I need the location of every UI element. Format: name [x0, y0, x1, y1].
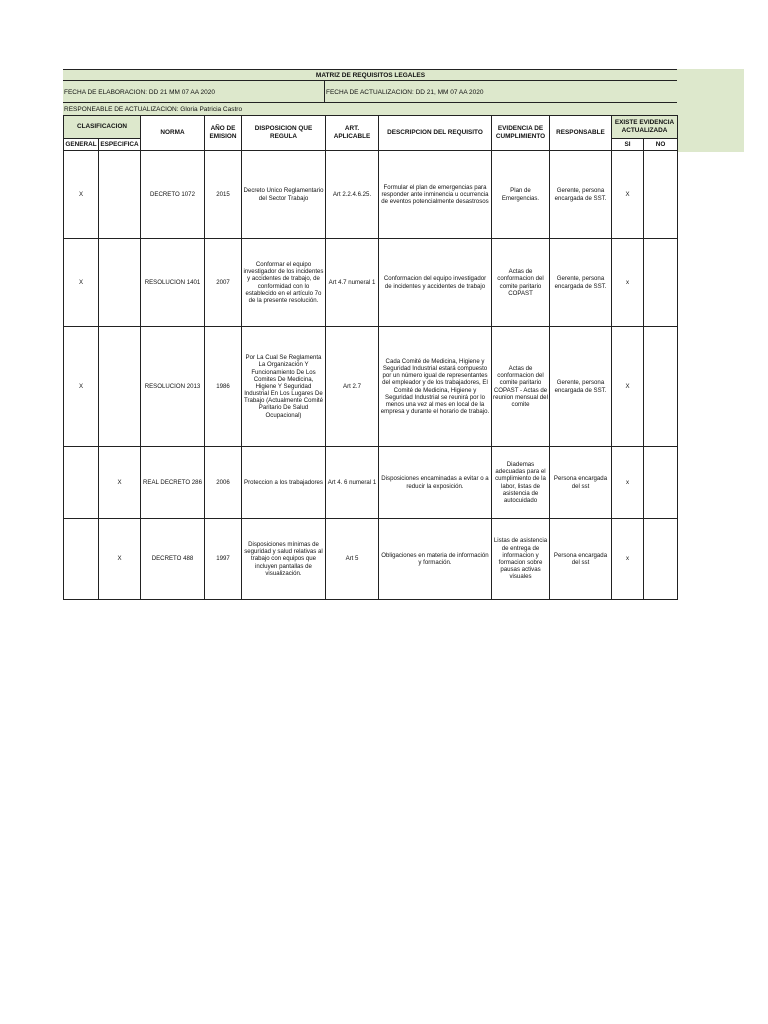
cell-norma: RESOLUCION 1401: [141, 239, 205, 327]
header-responsable: RESPONSABLE: [550, 116, 612, 151]
requirements-table: [63, 115, 678, 600]
cell-general: [64, 519, 99, 600]
cell-general: [64, 447, 99, 519]
fecha-elaboracion: FECHA DE ELABORACION: DD 21 MM 07 AA 2020: [63, 81, 325, 103]
cell-evidencia: Actas de conformacion del comite paritario COPAST - Actas de reunion mensual del comite: [492, 327, 550, 447]
cell-descripcion: Formular el plan de emergencias para responder ante inminencia u ocurrencia de eventos potencialmente desastrosos: [379, 151, 492, 239]
header-general: GENERAL: [64, 139, 99, 151]
cell-anio: 1997: [205, 519, 242, 600]
cell-disposicion: Proteccion a los trabajadores: [242, 447, 326, 519]
header-anio: AÑO DE EMISION: [205, 116, 242, 151]
cell-especifica: [99, 327, 141, 447]
table-row: [64, 239, 678, 327]
cell-descripcion: Disposiciones encaminadas a evitar o a reducir la exposición.: [379, 447, 492, 519]
header-si: SI: [612, 139, 644, 151]
cell-norma: DECRETO 1072: [141, 151, 205, 239]
cell-especifica: [99, 151, 141, 239]
header-disposicion: DISPOSICION QUE REGULA: [242, 116, 326, 151]
cell-especifica: [99, 239, 141, 327]
table-row: [64, 447, 678, 519]
cell-articulo: Art 2.2.4.6.25.: [326, 151, 379, 239]
cell-especifica: X: [99, 519, 141, 600]
cell-responsable: Persona encargada del sst: [550, 519, 612, 600]
header-descripcion: DESCRIPCION DEL REQUISITO: [379, 116, 492, 151]
cell-descripcion: Conformacion del equipo investigador de incidentes y accidentes de trabajo: [379, 239, 492, 327]
cell-evidencia: Diademas adecuadas para el cumplimiento de la labor, listas de asistencia de autocuidado: [492, 447, 550, 519]
header-especifica: ESPECIFICA: [99, 139, 141, 151]
cell-general: X: [64, 327, 99, 447]
cell-anio: 2007: [205, 239, 242, 327]
cell-descripcion: Obligaciones en materia de información y formación.: [379, 519, 492, 600]
cell-articulo: Art 4.7 numeral 1: [326, 239, 379, 327]
cell-articulo: Art 2.7: [326, 327, 379, 447]
header-clasificacion: CLASIFICACION: [64, 116, 141, 139]
cell-especifica: X: [99, 447, 141, 519]
header-norma: NORMA: [141, 116, 205, 151]
cell-si: X: [612, 151, 644, 239]
cell-disposicion: Por La Cual Se Reglamenta La Organización Y Funcionamiento De Los Comites De Medicina, Higiene Y Seguridad Industrial En Los Lugares De Trabajo (Actualmente Comité Paritario De Salud Ocupacional): [242, 327, 326, 447]
header-existe-evidencia: EXISTE EVIDENCIA ACTUALIZADA: [612, 116, 678, 139]
cell-responsable: Gerente, persona encargada de SST.: [550, 327, 612, 447]
header-evidencia: EVIDENCIA DE CUMPLIMIENTO: [492, 116, 550, 151]
fecha-actualizacion: FECHA DE ACTUALIZACION: DD 21, MM 07 AA 2020: [326, 88, 484, 96]
cell-si: x: [612, 519, 644, 600]
cell-no: [644, 327, 678, 447]
cell-descripcion: Cada Comité de Medicina, Higiene y Seguridad Industrial estará compuesto por un número igual de representantes del empleador y de los trabajadores, El Comité de Medicina, Higiene y Seguridad Industrial se reunirá por lo menos una vez al mes en local de la empresa y durante el horario de trabajo.: [379, 327, 492, 447]
cell-general: X: [64, 239, 99, 327]
cell-anio: 2006: [205, 447, 242, 519]
cell-anio: 1986: [205, 327, 242, 447]
cell-no: [644, 519, 678, 600]
cell-general: X: [64, 151, 99, 239]
cell-articulo: Art 4. 6 numeral 1: [326, 447, 379, 519]
cell-no: [644, 447, 678, 519]
cell-articulo: Art 5: [326, 519, 379, 600]
dates-band: [63, 80, 677, 103]
cell-responsable: Gerente, persona encargada de SST.: [550, 239, 612, 327]
matrix-title: MATRIZ DE REQUISITOS LEGALES: [315, 72, 426, 79]
cell-no: [644, 239, 678, 327]
cell-evidencia: Listas de asistencia de entrega de informacion y formacion sobre pausas activas visuales: [492, 519, 550, 600]
cell-norma: RESOLUCION 2013: [141, 327, 205, 447]
responsable-actualizacion: RESPONEABLE DE ACTUALIZACION: Gloria Patricia Castro: [64, 106, 243, 113]
cell-anio: 2015: [205, 151, 242, 239]
cell-norma: REAL DECRETO 286: [141, 447, 205, 519]
header-articulo: ART. APLICABLE: [326, 116, 379, 151]
cell-si: x: [612, 447, 644, 519]
cell-disposicion: Disposiciones mínimas de seguridad y salud relativas al trabajo con equipos que incluyen pantallas de visualización.: [242, 519, 326, 600]
cell-si: x: [612, 239, 644, 327]
cell-no: [644, 151, 678, 239]
cell-responsable: Persona encargada del sst: [550, 447, 612, 519]
cell-norma: DECRETO 488: [141, 519, 205, 600]
table-row: [64, 151, 678, 239]
cell-disposicion: Decreto Unico Reglamentario del Sector Trabajo: [242, 151, 326, 239]
table-row: [64, 327, 678, 447]
cell-si: X: [612, 327, 644, 447]
cell-responsable: Gerente, persona encargada de SST.: [550, 151, 612, 239]
table-row: [64, 519, 678, 600]
cell-evidencia: Plan de Emergencias.: [492, 151, 550, 239]
header-no: NO: [644, 139, 678, 151]
cell-disposicion: Conformar el equipo investigador de los incidentes y accidentes de trabajo, de conformidad con lo establecido en el artículo 7o de la presente resolución.: [242, 239, 326, 327]
responsable-band: [63, 102, 677, 116]
cell-evidencia: Actas de conformacion del comite paritario COPAST: [492, 239, 550, 327]
